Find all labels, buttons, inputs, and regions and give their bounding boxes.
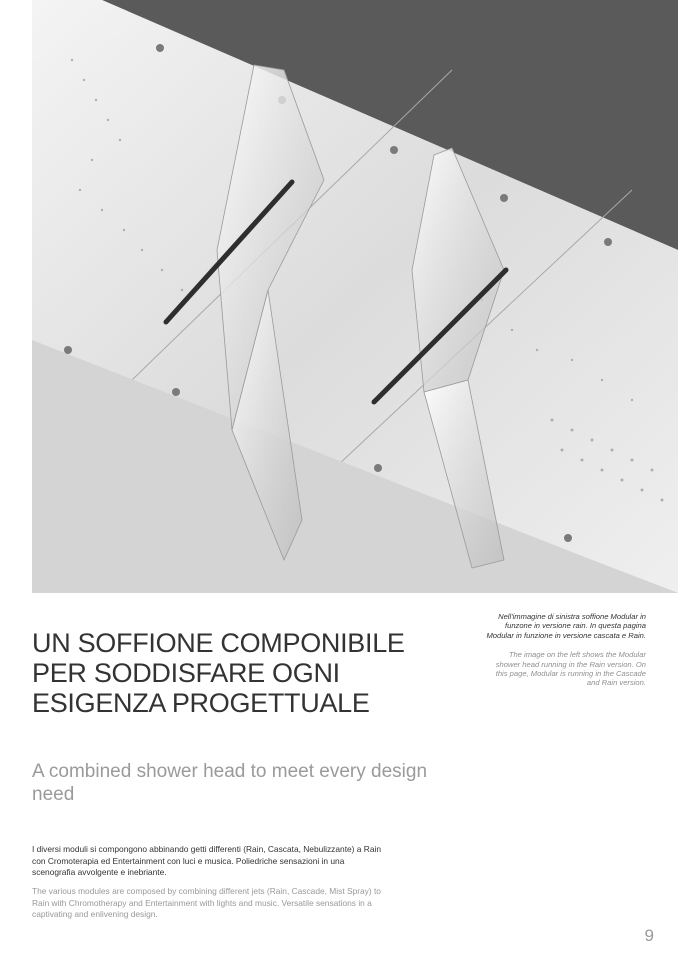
page-title: UN SOFFIONE COMPONIBILE PER SODDISFARE OGNI ESIGENZA PROGETTUALE — [32, 628, 405, 718]
shower-head-photo — [32, 0, 678, 593]
caption-italian: Nell'immagine di sinistra soffione Modular in funzone in versione rain. In questa pagina Modular in funzione in versione cascata e Rain. — [486, 612, 646, 640]
caption-english: The image on the left shows the Modular shower head running in the Rain version. On this page, Modular is running in the Cascade and Rain version. — [495, 650, 646, 688]
image-caption — [486, 612, 646, 688]
page-subtitle: A combined shower head to meet every design need — [32, 761, 428, 805]
page-number: 9 — [644, 926, 654, 945]
body-text-italian: I diversi moduli si compongono abbinando getti differenti (Rain, Cascata, Nebulizzante) a Rain con Cromoterapia ed Entertainment con luci e musica. Poliedriche sensazioni in una scenografia avvolgente e inebriante. — [32, 844, 381, 877]
body-text-english: The various modules are composed by combining different jets (Rain, Cascade, Mist Spray) to Rain with Chromotherapy and Entertainment with lights and music. Versatile sensations in a captivating and enlivening design. — [32, 886, 381, 919]
